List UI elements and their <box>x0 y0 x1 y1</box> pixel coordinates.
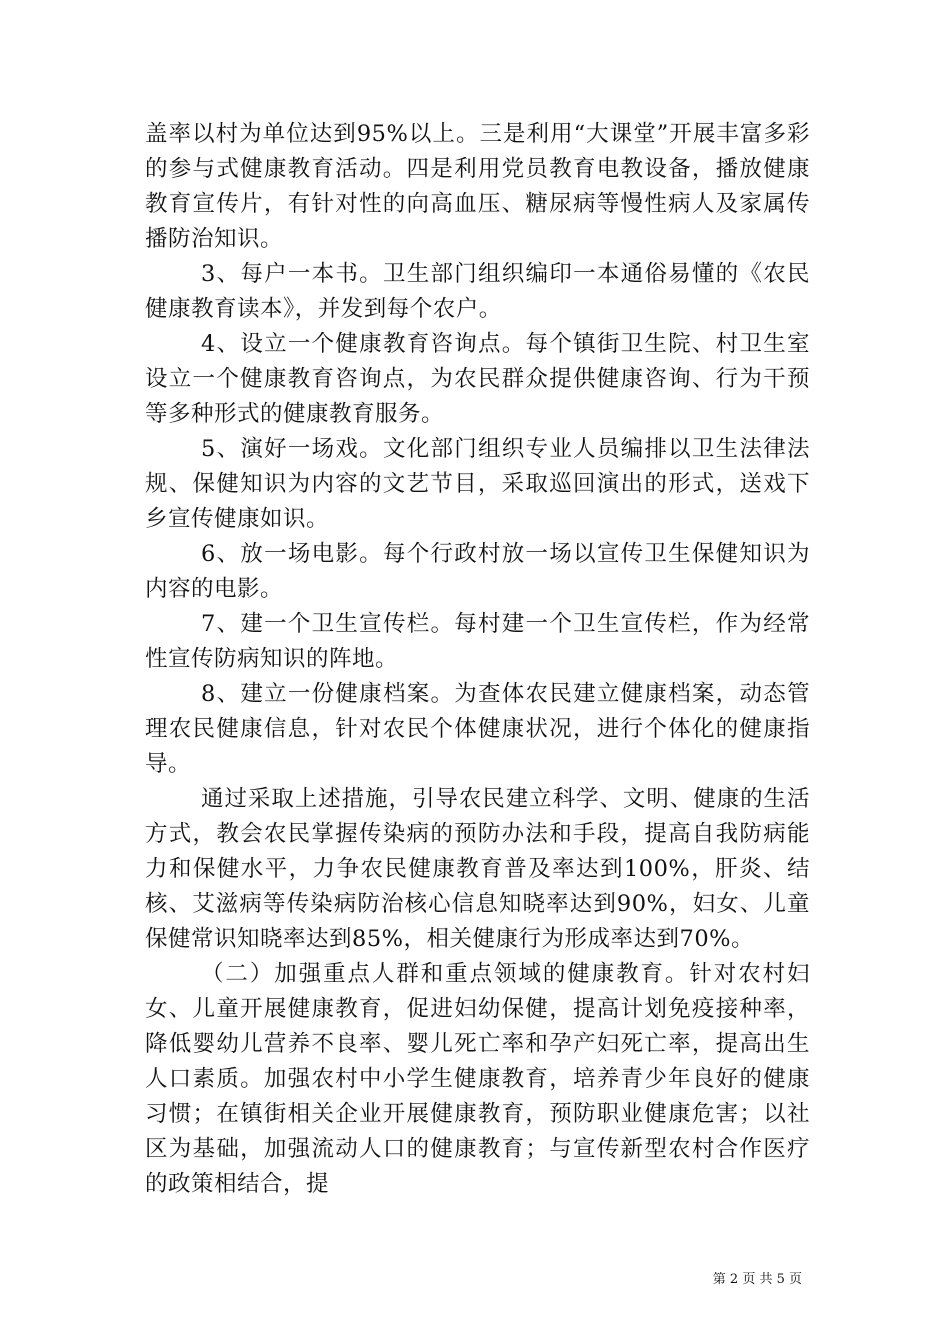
document-body <box>145 117 810 1202</box>
page-number-footer: 第 2 页 共 5 页 <box>712 1272 802 1287</box>
paragraph-section-2: （二）加强重点人群和重点领域的健康教育。针对农村妇女、儿童开展健康教育，促进妇幼保健，提高计划免疫接种率，降低婴幼儿营养不良率、婴儿死亡率和孕产妇死亡率，提高出生人口素质。加强农村中小学生健康教育，培养青少年良好的健康习惯；在镇街相关企业开展健康教育，预防职业健康危害；以社区为基础，加强流动人口的健康教育；与宣传新型农村合作医疗的政策相结合，提 <box>145 961 810 1197</box>
paragraph-item-6: 6、放一场电影。每个行政村放一场以宣传卫生保健知识为内容的电影。 <box>145 541 810 602</box>
paragraph-item-7: 7、建一个卫生宣传栏。每村建一个卫生宣传栏，作为经常性宣传防病知识的阵地。 <box>145 611 810 672</box>
paragraph-continuation: 盖率以村为单位达到95%以上。三是利用“大课堂”开展丰富多彩的参与式健康教育活动。四是利用党员教育电教设备，播放健康教育宣传片，有针对性的向高血压、糖尿病等慢性病人及家属传播防治知识。 <box>145 121 810 252</box>
paragraph-summary: 通过采取上述措施，引导农民建立科学、文明、健康的生活方式，教会农民掌握传染病的预防办法和手段，提高自我防病能力和保健水平，力争农民健康教育普及率达到100%，肝炎、结核、艾滋病等传染病防治核心信息知晓率达到90%，妇女、儿童保健常识知晓率达到85%，相关健康行为形成率达到70%。 <box>145 786 810 952</box>
paragraph-item-4: 4、设立一个健康教育咨询点。每个镇街卫生院、村卫生室设立一个健康教育咨询点，为农民群众提供健康咨询、行为干预等多种形式的健康教育服务。 <box>145 331 810 427</box>
paragraph-item-3: 3、每户一本书。卫生部门组织编印一本通俗易懂的《农民健康教育读本》，并发到每个农户。 <box>145 261 810 322</box>
paragraph-item-8: 8、建立一份健康档案。为查体农民建立健康档案，动态管理农民健康信息，针对农民个体健康状况，进行个体化的健康指导。 <box>145 681 810 777</box>
paragraph-item-5: 5、演好一场戏。文化部门组织专业人员编排以卫生法律法规、保健知识为内容的文艺节目，采取巡回演出的形式，送戏下乡宣传健康如识。 <box>145 436 810 532</box>
